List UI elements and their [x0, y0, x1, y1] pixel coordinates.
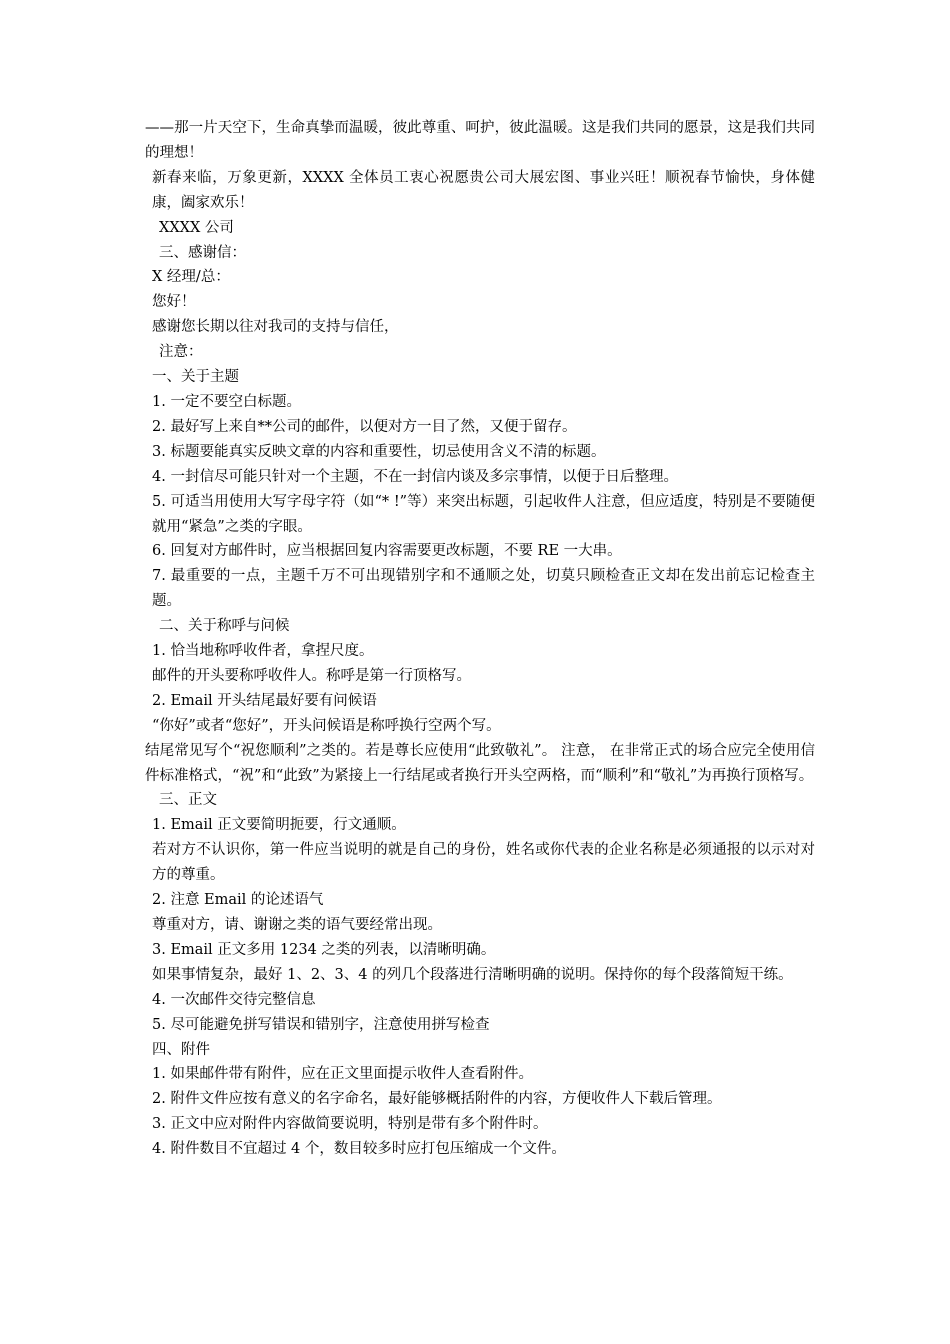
list-item: 1. Email 正文要简明扼要，行文通顺。: [152, 817, 406, 834]
list-item: 1. 如果邮件带有附件，应在正文里面提示收件人查看附件。: [152, 1066, 533, 1083]
paragraph: 新春来临，万象更新，XXXX 全体员工衷心祝愿贵公司大展宏图、事业兴旺！顺祝春节愉快，身体健康，阖家欢乐！: [152, 169, 815, 211]
section-heading: 一、关于主题: [152, 369, 239, 386]
list-item: 2. 最好写上来自**公司的邮件，以便对方一目了然，又便于留存。: [152, 418, 577, 435]
paragraph: 若对方不认识你，第一件应当说明的就是自己的身份，姓名或你代表的企业名称是必须通报的以示对对方的尊重。: [152, 842, 815, 884]
list-item: 4. 一封信尽可能只针对一个主题，不在一封信内谈及多宗事情，以便于日后整理。: [152, 468, 678, 485]
list-item: 2. 附件文件应按有意义的名字命名，最好能够概括附件的内容，方便收件人下载后管理。: [152, 1091, 722, 1108]
section-heading: 四、附件: [152, 1041, 210, 1058]
list-item: 1. 一定不要空白标题。: [152, 393, 301, 410]
paragraph: 尊重对方，请、谢谢之类的语气要经常出现。: [152, 917, 442, 933]
paragraph: 如果事情复杂，最好 1、2、3、4 的列几个段落进行清晰明确的说明。保持你的每个段落简短干练。: [152, 966, 793, 983]
paragraph: 感谢您长期以往对我司的支持与信任，: [152, 319, 399, 336]
list-item: 1. 恰当地称呼收件者，拿捏尺度。: [152, 643, 374, 660]
list-item: 7. 最重要的一点，主题千万不可出现错别字和不通顺之处，切莫只顾检查正文却在发出前忘记检查主题。: [152, 568, 815, 610]
salutation: X 经理/总：: [152, 269, 230, 286]
list-item: 4. 附件数目不宜超过 4 个，数目较多时应打包压缩成一个文件。: [152, 1141, 566, 1158]
list-item: 6. 回复对方邮件时，应当根据回复内容需要更改标题，不要 RE 一大串。: [152, 543, 622, 560]
list-item: 5. 尽可能避免拼写错误和错别字，注意使用拼写检查: [152, 1016, 490, 1033]
document-page: [145, 116, 815, 1162]
section-heading: 三、感谢信：: [159, 244, 246, 261]
list-item: 3. 正文中应对附件内容做简要说明，特别是带有多个附件时。: [152, 1116, 548, 1133]
note-heading: 注意：: [159, 344, 203, 361]
list-item: 3. Email 正文多用 1234 之类的列表，以清晰明确。: [152, 941, 496, 958]
paragraph: ——那一片天空下，生命真挚而温暖，彼此尊重、呵护，彼此温暖。这是我们共同的愿景，这是我们共同的理想！: [145, 120, 815, 161]
paragraph: 邮件的开头要称呼收件人。称呼是第一行顶格写。: [152, 667, 471, 684]
section-heading: 三、正文: [159, 792, 217, 809]
list-item: 5. 可适当用使用大写字母字符（如“* !”等）来突出标题，引起收件人注意，但应适度，特别是不要随便就用“紧急”之类的字眼。: [152, 493, 815, 535]
section-heading: 二、关于称呼与问候: [159, 618, 290, 635]
paragraph: 结尾常见写个“祝您顺利”之类的。若是尊长应使用“此致敬礼”。 注意， 在非常正式的场合应完全使用信件标准格式，“祝”和“此致”为紧接上一行结尾或者换行开头空两格，而“顺利”和“敬礼”为再换行顶格写。: [145, 742, 815, 784]
list-item: 2. 注意 Email 的论述语气: [152, 892, 324, 909]
list-item: 2. Email 开头结尾最好要有问候语: [152, 692, 377, 709]
list-item: 3. 标题要能真实反映文章的内容和重要性，切忌使用含义不清的标题。: [152, 443, 606, 460]
paragraph: “你好”或者“您好”，开头问候语是称呼换行空两个写。: [152, 717, 501, 734]
greeting: 您好！: [152, 294, 196, 311]
list-item: 4. 一次邮件交待完整信息: [152, 991, 316, 1008]
signature-company: XXXX 公司: [159, 219, 234, 236]
